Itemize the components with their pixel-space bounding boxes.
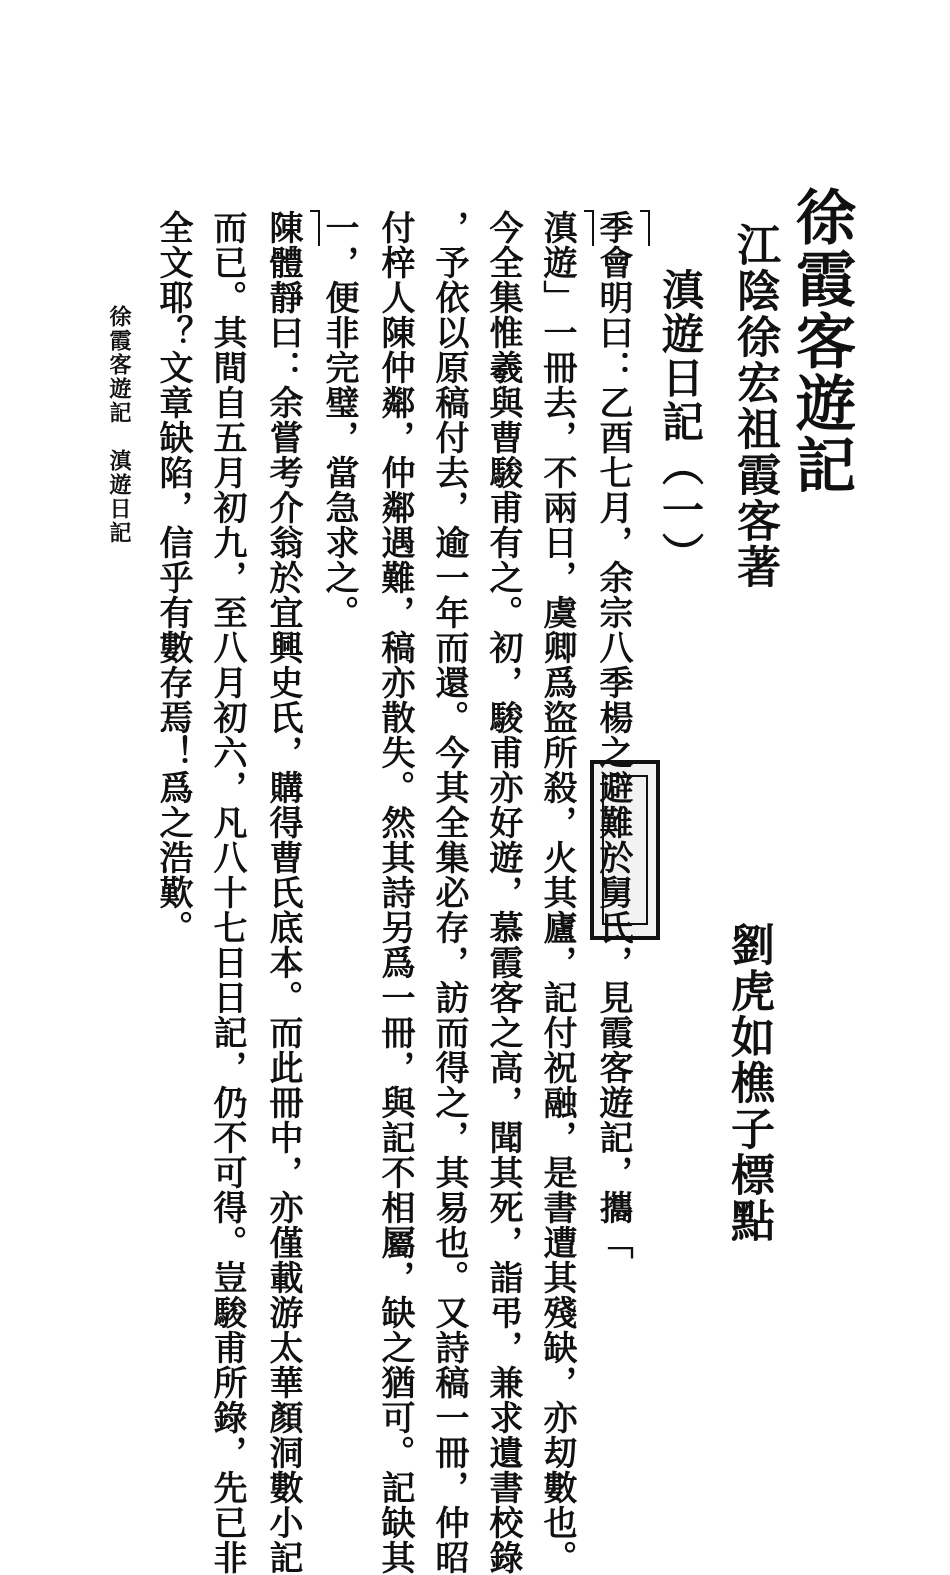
library-seal-stamp bbox=[590, 760, 660, 940]
proper-noun-mark bbox=[310, 210, 320, 246]
body-column-6: 一，便非完璧，當急求之。 bbox=[319, 210, 359, 630]
body-column-1: 季會明曰：乙酉七月，余宗八季楊之避難於舅氏，見霞客遊記，攜「 bbox=[593, 210, 633, 1260]
body-column-4: ，予依以原稿付去，逾一年而還。今其全集必存，訪而得之，其易也。又詩稿一冊，仲昭 bbox=[429, 210, 469, 1575]
book-title: 徐霞客遊記 bbox=[786, 186, 856, 496]
body-column-5: 付梓人陳仲鄰，仲鄰遇難，稿亦散失。然其詩另爲一冊，與記不相屬，缺之猶可。記缺其 bbox=[375, 210, 415, 1575]
body-column-3: 今全集惟羲與曹駿甫有之。初，駿甫亦好遊，慕霞客之高，聞其死，詣弔，兼求遺書校錄 bbox=[483, 210, 523, 1575]
page-footer: 徐霞客遊記 滇遊日記 bbox=[106, 305, 132, 545]
editor-line: 劉虎如樵子標點 bbox=[723, 922, 774, 1244]
body-column-2: 滇遊」一冊去，不兩日，虞卿爲盜所殺，火其廬，記付祝融，是書遭其殘缺，亦刧數也。 bbox=[537, 210, 577, 1575]
seal-inner-border bbox=[602, 775, 648, 925]
author-line: 江陰徐宏祖霞客著 bbox=[729, 222, 780, 590]
section-heading: 滇遊日記（一） bbox=[656, 268, 705, 576]
body-column-9: 全文耶？文章缺陷，信乎有數存焉！爲之浩歎。 bbox=[153, 210, 193, 945]
body-column-8: 而已。其間自五月初九，至八月初六，凡八十七日日記，仍不可得。豈駿甫所錄，先已非 bbox=[207, 210, 247, 1575]
proper-noun-mark bbox=[584, 210, 594, 246]
body-column-7: 陳體靜曰：余嘗考介翁於宜興史氏，購得曹氏底本。而此冊中，亦僅載游太華顏洞數小記 bbox=[263, 210, 303, 1575]
proper-noun-mark bbox=[640, 210, 650, 246]
